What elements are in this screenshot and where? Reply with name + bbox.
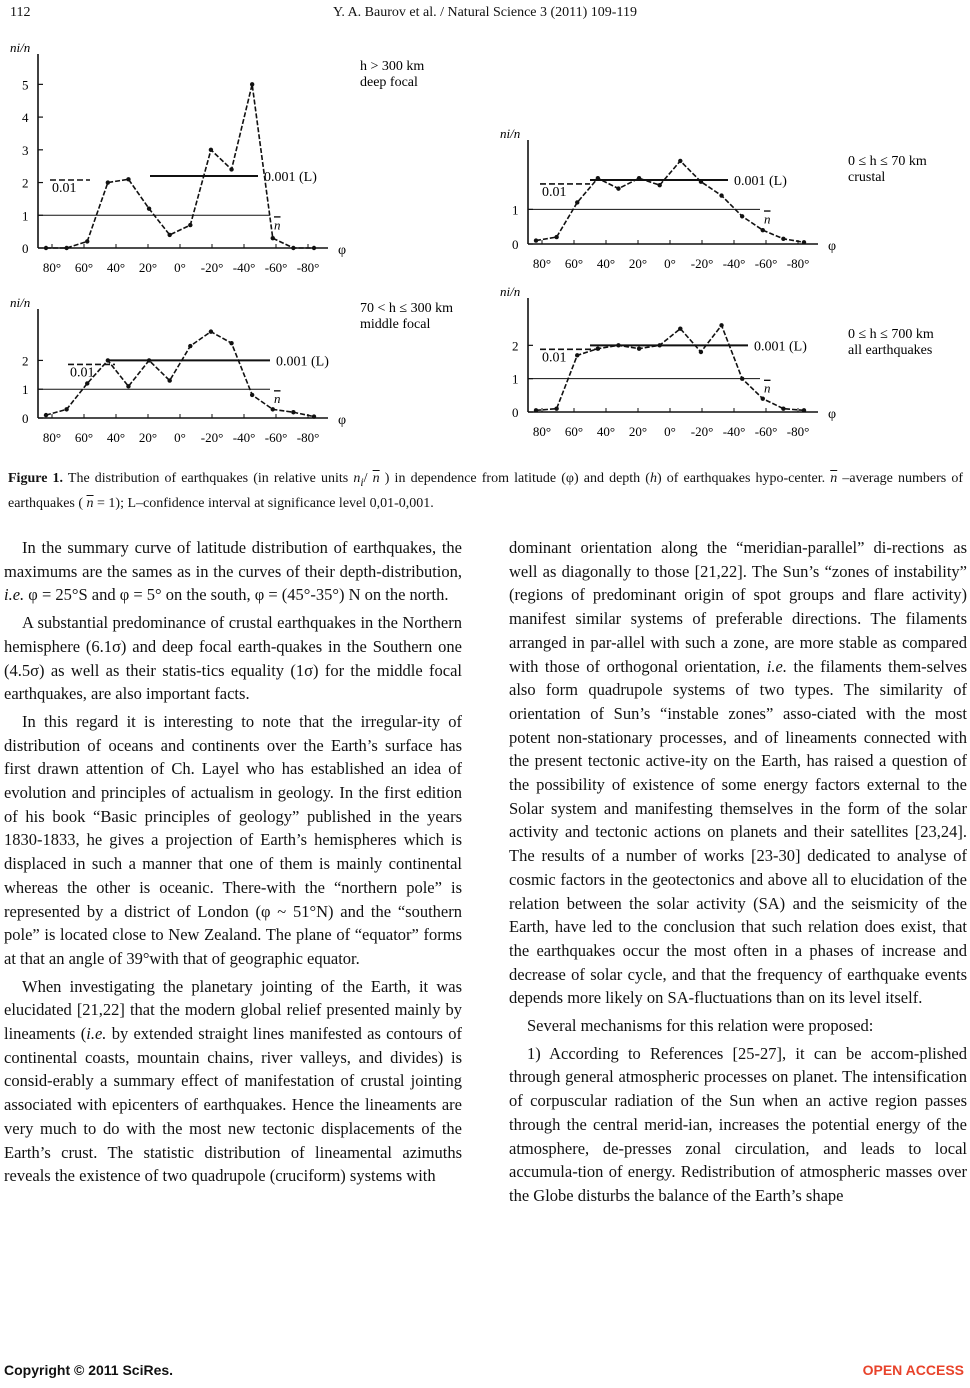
open-access-label: OPEN ACCESS xyxy=(862,1362,964,1378)
data-point-crustal xyxy=(637,176,641,180)
x-tick-label-middle: 0° xyxy=(174,430,186,445)
data-point-all xyxy=(740,376,744,380)
x-tick-label-deep: 0° xyxy=(174,260,186,275)
x-tick-label-middle: 60° xyxy=(74,430,94,445)
y-tick-label-all: 2 xyxy=(512,338,519,354)
y-tick-label-deep: 2 xyxy=(22,175,29,191)
x-tick-label-all: 0° xyxy=(664,424,676,439)
data-point-middle xyxy=(106,358,110,362)
data-point-deep xyxy=(147,207,151,211)
running-header xyxy=(0,3,970,25)
x-tick-label-deep: -80° xyxy=(296,260,320,275)
right-p1-text-a: dominant orientation along the “meridian-parallel” di-rections as well as diagonally to those [21,22]. The Sun’s “zones of instability” (regions of predominant origin of spot groups and flare activity) manifest similar systems of preferable directions. The filaments arranged in par-allel with such a zone, are more stable as compared with those of orthogonal orientation, xyxy=(509,538,967,676)
data-point-crustal xyxy=(781,237,785,241)
data-point-all xyxy=(554,406,558,410)
x-tick-label-middle: 40° xyxy=(106,430,126,445)
left-paragraph-2: A substantial predominance of crustal earthquakes in the Northern hemisphere (6.1σ) and deep focal earth-quakes in the Southern one (4.5σ) as well as their statis-tics equality (1σ) for the middle focal earthquakes, are also important facts. xyxy=(4,613,462,704)
data-point-crustal xyxy=(802,240,806,244)
x-tick-label-middle: 20° xyxy=(138,430,158,445)
data-point-crustal xyxy=(554,235,558,239)
data-point-deep xyxy=(209,148,213,152)
y-tick-label-crustal: 1 xyxy=(512,202,519,218)
data-point-all xyxy=(699,350,703,354)
data-point-middle xyxy=(229,341,233,345)
data-point-all xyxy=(637,346,641,350)
x-tick-label-crustal: 60° xyxy=(564,256,584,271)
y-tick-label-all: 0 xyxy=(512,405,519,420)
right-p1-ie: i.e. xyxy=(766,656,787,676)
data-point-deep xyxy=(167,233,171,237)
left-p4-text-a: When investigating the planetary jointing of the Earth, it was elucidated [21,22] that the modern global relief presented mainly by lineaments ( xyxy=(4,976,462,1044)
confidence-label-high-middle: 0.001 (L) xyxy=(276,354,329,370)
data-point-crustal xyxy=(699,179,703,183)
right-paragraph-1 xyxy=(509,536,967,1010)
data-point-all xyxy=(678,326,682,330)
confidence-label-low-crustal: 0.01 xyxy=(542,184,567,200)
confidence-label-high-deep: 0.001 (L) xyxy=(264,170,317,185)
y-axis-label-deep: ni/n xyxy=(10,40,31,55)
data-point-crustal xyxy=(719,193,723,197)
caption-unit-a: n xyxy=(353,471,361,486)
axis-label-phi-all: φ xyxy=(828,407,837,422)
caption-text-2: ) in dependence from latitude (φ) and depth ( xyxy=(379,471,650,486)
caption-nbar-1: $\overline{n}$ xyxy=(830,471,838,486)
average-label-deep: n xyxy=(274,217,281,233)
x-tick-label-crustal: -80° xyxy=(786,256,810,271)
right-column xyxy=(509,536,967,1212)
average-label-all: n xyxy=(764,380,771,396)
y-tick-label-deep: 3 xyxy=(22,142,29,158)
y-tick-label-deep: 5 xyxy=(22,77,29,93)
x-tick-label-middle: -40° xyxy=(232,430,256,445)
axis-label-phi-crustal: φ xyxy=(828,239,837,254)
x-tick-label-all: -80° xyxy=(786,424,810,439)
data-point-crustal xyxy=(761,228,765,232)
left-paragraph-3: In this regard it is interesting to note that the irregular-ity of distribution of oceans and continents over the Earth’s surface has first drawn attention of Ch. Layel who has established an idea of evolution and principles of actualism in geology. In the first edition of his book “Basic principles of geology” published in the years 1830-1833, he gives a projection of Earth’s hemispheres which is displaced in such a manner that one of them is mainly continental whereas the other is oceanic. There-with the “northern pole” is represented by a district of London (φ ~ 51°N) and the “southern pole” is located close to New Zealand. The plane of “equator” forms at that an angle of 39°with that of geographic equator. xyxy=(4,711,462,968)
left-paragraph-1 xyxy=(4,536,462,607)
panel-label-deep: deep focal xyxy=(360,75,418,90)
data-point-all xyxy=(596,346,600,350)
y-tick-label-all: 1 xyxy=(512,371,519,387)
data-point-middle xyxy=(85,381,89,385)
x-tick-label-crustal: 20° xyxy=(628,256,648,271)
caption-unit-sub: i xyxy=(360,475,364,489)
data-point-all xyxy=(534,408,538,412)
confidence-label-high-all: 0.001 (L) xyxy=(754,339,807,355)
x-tick-label-deep: -40° xyxy=(232,260,256,275)
panel-label-middle: middle focal xyxy=(360,317,431,332)
running-title: Y. A. Baurov et al. / Natural Science 3 (2011) 109-119 xyxy=(333,5,637,20)
x-tick-label-crustal: -20° xyxy=(690,256,714,271)
data-point-deep xyxy=(44,246,48,250)
y-tick-label-deep: 0 xyxy=(22,241,29,256)
page-number: 112 xyxy=(10,5,31,20)
data-point-crustal xyxy=(678,159,682,163)
x-tick-label-all: 20° xyxy=(628,424,648,439)
left-p1-ie: i.e. xyxy=(4,585,25,605)
confidence-label-high-crustal: 0.001 (L) xyxy=(734,173,787,189)
y-tick-label-deep: 4 xyxy=(22,110,29,126)
caption-text-3: ) of earthquakes hypo-center. xyxy=(656,471,831,486)
x-tick-label-all: -20° xyxy=(690,424,714,439)
data-point-all xyxy=(657,343,661,347)
data-point-middle xyxy=(126,384,130,388)
axis-label-phi-deep: φ xyxy=(338,243,347,258)
right-paragraph-2: Several mechanisms for this relation were proposed: xyxy=(527,1016,874,1036)
caption-unit-b: $\overline{n}$ xyxy=(372,471,380,486)
x-tick-label-middle: -60° xyxy=(264,430,288,445)
x-tick-label-deep: 60° xyxy=(74,260,94,275)
data-point-middle xyxy=(147,358,151,362)
confidence-label-low-all: 0.01 xyxy=(542,350,567,366)
y-axis-label-middle: ni/n xyxy=(10,295,31,310)
data-point-deep xyxy=(126,177,130,181)
data-point-deep xyxy=(312,246,316,250)
left-column xyxy=(4,536,462,1192)
data-point-crustal xyxy=(657,183,661,187)
data-point-crustal xyxy=(740,214,744,218)
panel-label-crustal: 0 ≤ h ≤ 70 km xyxy=(848,154,927,169)
panel-label-middle: 70 < h ≤ 300 km xyxy=(360,301,453,316)
panel-label-all: all earthquakes xyxy=(848,343,933,358)
data-point-all xyxy=(719,323,723,327)
data-point-all xyxy=(802,408,806,412)
data-point-all xyxy=(616,343,620,347)
x-tick-label-deep: 20° xyxy=(138,260,158,275)
right-p1-text-b: the filaments them-selves also form quadrupole systems of two types. The similarity of orientation of Sun’s “instable zones” asso-ciated with the most potent non-stationary processes, and of lineaments connected with the present tectonic active-ity on the Earth, has raised a question of the possibility of existence of some energy factors external to the Solar system and manifesting themselves in the form of the solar activity and tectonic actions on planets and their satellites [23,24]. The results of a number of works [23-30] dedicated to analyse of cosmic factors in the geotectonics and above all to elucidation of the relation between the solar activity (SA) and the seismicity of the Earth, have led to the conclusion that such relation does exist, that the earthquakes occur the most often in a phases of increase and decrease of solar cycle, and that the frequency of earthquake events depends more likely on SA-fluctuations than on its level itself. xyxy=(509,656,967,1008)
panel-label-deep: h > 300 km xyxy=(360,59,425,74)
data-point-deep xyxy=(229,167,233,171)
data-point-crustal xyxy=(534,238,538,242)
data-point-deep xyxy=(64,246,68,250)
data-point-middle xyxy=(167,378,171,382)
y-axis-label-crustal: ni/n xyxy=(500,126,521,141)
caption-text-5: = 1); L–confidence interval at significance level 0,01-0,001. xyxy=(93,495,434,511)
data-point-middle xyxy=(250,393,254,397)
average-label-middle: n xyxy=(274,391,281,407)
x-tick-label-all: 60° xyxy=(564,424,584,439)
axis-label-phi-middle: φ xyxy=(338,413,347,428)
confidence-label-low-deep: 0.01 xyxy=(52,181,77,196)
x-tick-label-all: 80° xyxy=(532,424,552,439)
confidence-label-low-middle: 0.01 xyxy=(70,365,95,381)
copyright-notice: Copyright © 2011 SciRes. xyxy=(4,1362,174,1378)
data-point-all xyxy=(575,353,579,357)
x-tick-label-crustal: -60° xyxy=(754,256,778,271)
x-tick-label-crustal: 40° xyxy=(596,256,616,271)
panel-label-all: 0 ≤ h ≤ 700 km xyxy=(848,327,934,342)
data-point-middle xyxy=(209,329,213,333)
left-p1-text-a: In the summary curve of latitude distribution of earthquakes, the maximums are the sames as in the curves of their depth-distribution, xyxy=(4,538,462,581)
caption-unit-sep: / xyxy=(363,471,373,486)
figure-1 xyxy=(0,40,970,460)
x-tick-label-middle: -20° xyxy=(200,430,224,445)
data-point-deep xyxy=(250,82,254,86)
data-point-middle xyxy=(271,407,275,411)
data-point-middle xyxy=(291,410,295,414)
data-point-deep xyxy=(85,239,89,243)
data-point-middle xyxy=(188,344,192,348)
data-point-deep xyxy=(106,180,110,184)
data-point-all xyxy=(781,406,785,410)
x-tick-label-crustal: 80° xyxy=(532,256,552,271)
data-point-middle xyxy=(44,413,48,417)
x-tick-label-deep: -20° xyxy=(200,260,224,275)
caption-text-1: The distribution of earthquakes (in relative units xyxy=(63,471,354,486)
x-tick-label-all: -60° xyxy=(754,424,778,439)
x-tick-label-deep: 80° xyxy=(42,260,62,275)
data-point-middle xyxy=(64,407,68,411)
x-tick-label-all: -40° xyxy=(722,424,746,439)
caption-nbar-2: $\overline{n}$ xyxy=(86,495,94,511)
left-p4-ie: i.e. xyxy=(86,1024,107,1044)
left-p4-text-b: by extended straight lines manifested as contours of continental coasts, mountain chains, river valleys, and divides) is consid-erably a summary effect of manifestation of crustal jointing associated with epicenters of earthquakes. Hence the lineaments are very much to do with the most new tectonic displacements of the Earth’s crust. The statistic distribution of lineamental azimuths reveals the existence of two quadrupole (cruciform) systems with xyxy=(4,1024,462,1186)
caption-h: h xyxy=(649,471,657,486)
data-point-deep xyxy=(271,236,275,240)
data-point-crustal xyxy=(596,176,600,180)
left-paragraph-4 xyxy=(4,975,462,1188)
x-tick-label-crustal: -40° xyxy=(722,256,746,271)
caption-label: Figure 1. xyxy=(8,471,64,486)
data-point-middle xyxy=(312,414,316,418)
x-tick-label-deep: 40° xyxy=(106,260,126,275)
y-tick-label-middle: 2 xyxy=(22,353,29,369)
y-tick-label-middle: 0 xyxy=(22,411,29,426)
x-tick-label-all: 40° xyxy=(596,424,616,439)
figure-caption xyxy=(8,468,963,514)
right-paragraph-3: 1) According to References [25-27], it can be accom-plished through general atmospheric processes on planet. The intensification of corpuscular radiation of the Sun when an active region passes through the central merid-ian, increases the potential energy of the atmosphere, de-presses zonal circulation, and leads to local accumula-tion of energy. Redistribution of atmospheric masses over the Globe disturbs the balance of the Earth’s shape xyxy=(509,1043,967,1205)
panel-label-crustal: crustal xyxy=(848,170,886,185)
x-tick-label-middle: 80° xyxy=(42,430,62,445)
x-tick-label-crustal: 0° xyxy=(664,256,676,271)
data-point-all xyxy=(761,396,765,400)
average-label-crustal: n xyxy=(764,211,771,227)
caption-text-4: –average numbers of earthquakes ( xyxy=(8,471,963,511)
y-tick-label-crustal: 0 xyxy=(512,237,519,252)
data-point-crustal xyxy=(575,200,579,204)
x-tick-label-deep: -60° xyxy=(264,260,288,275)
data-point-crustal xyxy=(616,186,620,190)
y-tick-label-deep: 1 xyxy=(22,208,29,224)
x-tick-label-middle: -80° xyxy=(296,430,320,445)
y-tick-label-middle: 1 xyxy=(22,382,29,398)
left-p1-text-b: φ = 25°S and φ = 5° on the south, φ = (45°-35°) N on the north. xyxy=(24,585,449,605)
data-point-deep xyxy=(188,223,192,227)
y-axis-label-all: ni/n xyxy=(500,284,521,299)
data-point-deep xyxy=(291,246,295,250)
